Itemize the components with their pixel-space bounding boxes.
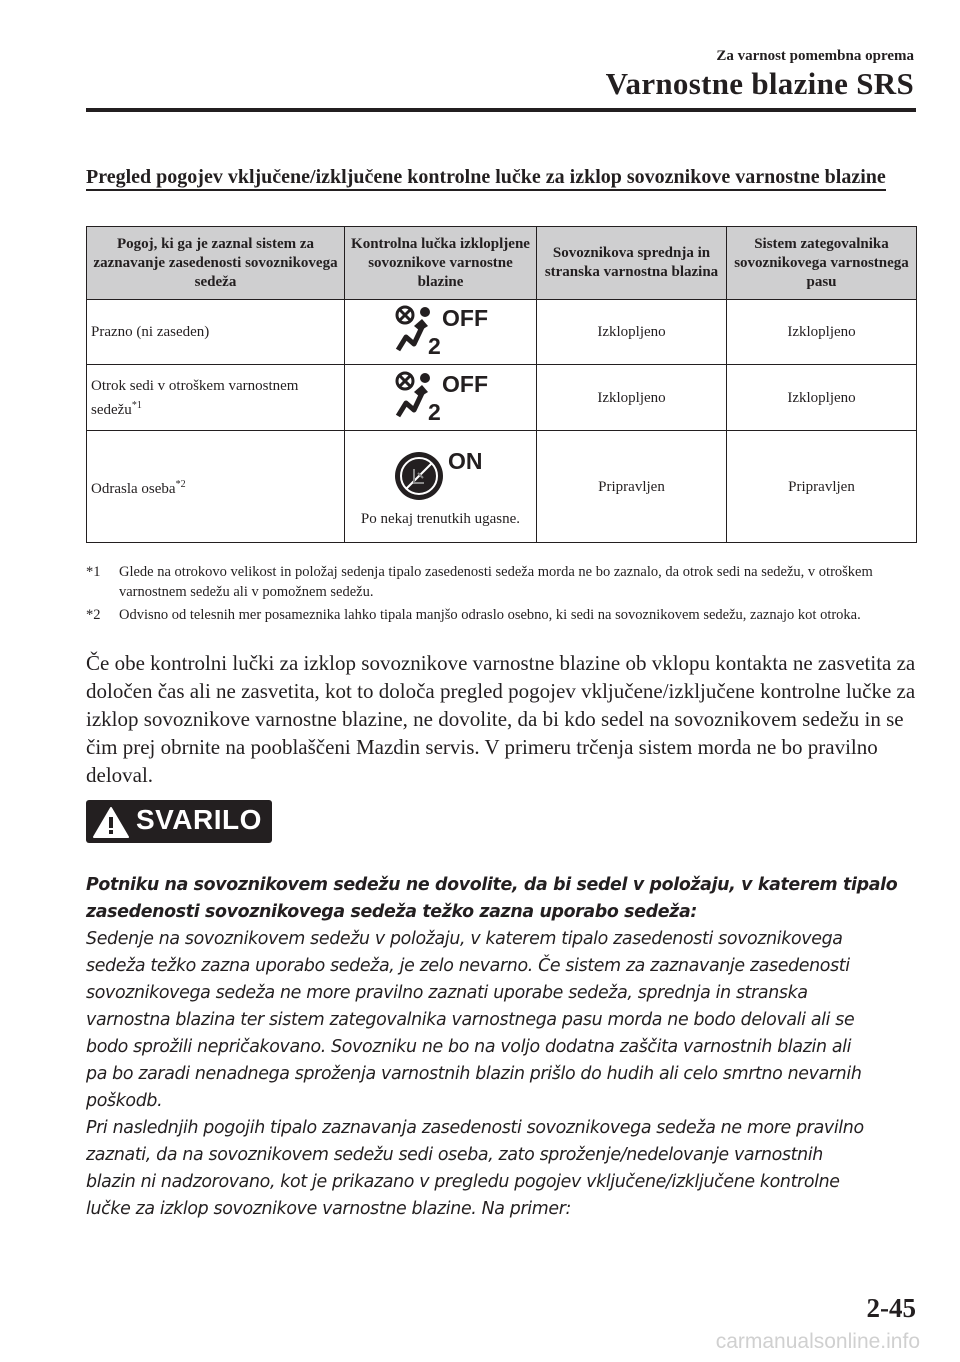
warning-line: varnostna blazina ter sistem zategovalnika varnostnega pasu morda ne bodo delovali ali se (86, 1010, 855, 1030)
seat-digit: 2 (427, 333, 441, 358)
passenger-airbag-on-icon (392, 445, 490, 509)
warning-bold-line: zasedenosti sovoznikovega sedeža težko zazna uporabo sedeža: (86, 902, 697, 922)
watermark: carmanualsonline.info (715, 1330, 920, 1353)
off-label: OFF (441, 370, 488, 397)
warning-line: sedeža težko zazna uporabo sedeža, je zelo nevarno. Če sistem za zaznavanje zasedenosti (86, 956, 850, 976)
passenger-airbag-off-icon (392, 366, 490, 430)
warning-label: SVARILO (136, 804, 262, 835)
footnote-text: Glede na otrokovo velikost in položaj sedenja tipalo zasedenosti sedeža morda ne bo zaznalo, da otrok sedi na sedežu, v otroškem varnostnem sedežu ali v pomožnem sedežu. (119, 564, 873, 600)
header-rule (86, 108, 916, 112)
column-header-indicator: Kontrolna lučka izklopljene sovoznikove varnostne blazine (345, 227, 537, 300)
warning-line: blazin ni nadzorovano, kot je prikazano v pregledu pogojev vključene/izključene kontrolne (86, 1172, 840, 1192)
column-header-pretensioner: Sistem zategovalnika sovoznikovega varnostnega pasu (727, 227, 917, 300)
pretensioner-status-cell: Izklopljeno (727, 300, 917, 365)
table-header-row (87, 227, 917, 300)
condition-cell: Odrasla oseba$^{*2}$ (87, 431, 345, 543)
warning-line: bodo sprožili nepričakovano. Sovozniku ne bo na voljo dodatna zaščita varnostnih blazin ali (86, 1037, 852, 1057)
chapter-title: Varnostne blazine SRS (605, 66, 914, 101)
airbag-status-cell: Izklopljeno (537, 300, 727, 365)
warning-line: Pri naslednjih pogojih tipalo zaznavanja zasedenosti sovoznikovega sedeža ne more pravilno (86, 1118, 864, 1138)
indicator-cell (345, 365, 537, 431)
body-paragraph: Če obe kontrolni lučki za izklop sovoznikove varnostne blazine ob vklopu kontakta ne zasvetita za določen čas ali ne zasvetita, kot to določa pregled pogojev vključene/izključene kontrolne lučke za izklop sovoznikove varnostne blazine, ne dovolite, da bi kdo sedel na sovoznikovem sedežu in se čim prej obrnite na pooblaščeni Mazdin servis. V primeru trčenja sistem morda ne bo pravilno deloval. (86, 651, 916, 787)
warning-line: lučke za izklop sovoznikove varnostne blazine. Na primer: (86, 1199, 572, 1219)
table-row (87, 300, 917, 365)
condition-cell: Prazno (ni zaseden) (87, 300, 345, 365)
warning-bold-line: Potniku na sovoznikovem sedežu ne dovolite, da bi sedel v položaju, v katerem tipalo (86, 875, 898, 895)
warning-line: sovoznikovega sedeža ne more pravilno zaznati uporabe sedeža, sprednja in stranska (86, 983, 808, 1003)
column-header-airbag: Sovoznikova sprednja in stranska varnostna blazina (537, 227, 727, 300)
indicator-note: Po nekaj trenutkih ugasne. (360, 510, 521, 527)
passenger-airbag-off-icon (392, 300, 490, 364)
indicator-conditions-table (86, 226, 917, 543)
seat-digit: 2 (427, 398, 441, 424)
footnote-mark: *1 (86, 564, 101, 580)
on-label: ON (447, 447, 482, 474)
footnote (86, 605, 916, 625)
warning-line: poškodb. (86, 1091, 163, 1111)
warning-line: Sedenje na sovoznikovem sedežu v položaju, v katerem tipalo zasedenosti sovoznikovega (86, 929, 843, 949)
warning-line: zaznati, da na sovoznikovem sedežu sedi oseba, zato sproženje/nedelovanje varnostnih (86, 1145, 823, 1165)
indicator-cell (345, 300, 537, 365)
pretensioner-status-cell: Pripravljen (727, 431, 917, 543)
footnote-ref: *2 (175, 478, 186, 490)
condition-cell: Otrok sedi v otroškem varnostnem sedežu$^{*1}$ (87, 365, 345, 431)
airbag-status-cell: Izklopljeno (537, 365, 727, 431)
footnote-text: Odvisno od telesnih mer posameznika lahko tipala manjšo odraslo osebno, ki sedi na sovoznikovem sedežu, zaznajo kot otroka. (119, 607, 861, 623)
footnote-ref: *1 (131, 399, 142, 411)
section-kicker: Za varnost pomembna oprema (716, 48, 914, 64)
page-number: 2-45 (866, 1293, 916, 1323)
indicator-cell (345, 431, 537, 543)
off-label: OFF (441, 305, 488, 331)
footnote-mark: *2 (86, 607, 101, 623)
overview-heading: Pregled pogojev vključene/izključene kontrolne lučke za izklop sovoznikove varnostne blazine (86, 164, 916, 191)
pretensioner-status-cell: Izklopljeno (727, 365, 917, 431)
table-row (87, 365, 917, 431)
footnote (86, 562, 916, 602)
table-row (87, 431, 917, 543)
warning-line: pa bo zaradi nenadnega sproženja varnostnih blazin prišlo do hudih ali celo smrtno nevarnih (86, 1064, 862, 1084)
column-header-condition: Pogoj, ki ga je zaznal sistem za zaznavanje zasedenosti sovoznikovega sedeža (87, 227, 345, 300)
airbag-status-cell: Pripravljen (537, 431, 727, 543)
warning-triangle-icon (92, 806, 130, 839)
